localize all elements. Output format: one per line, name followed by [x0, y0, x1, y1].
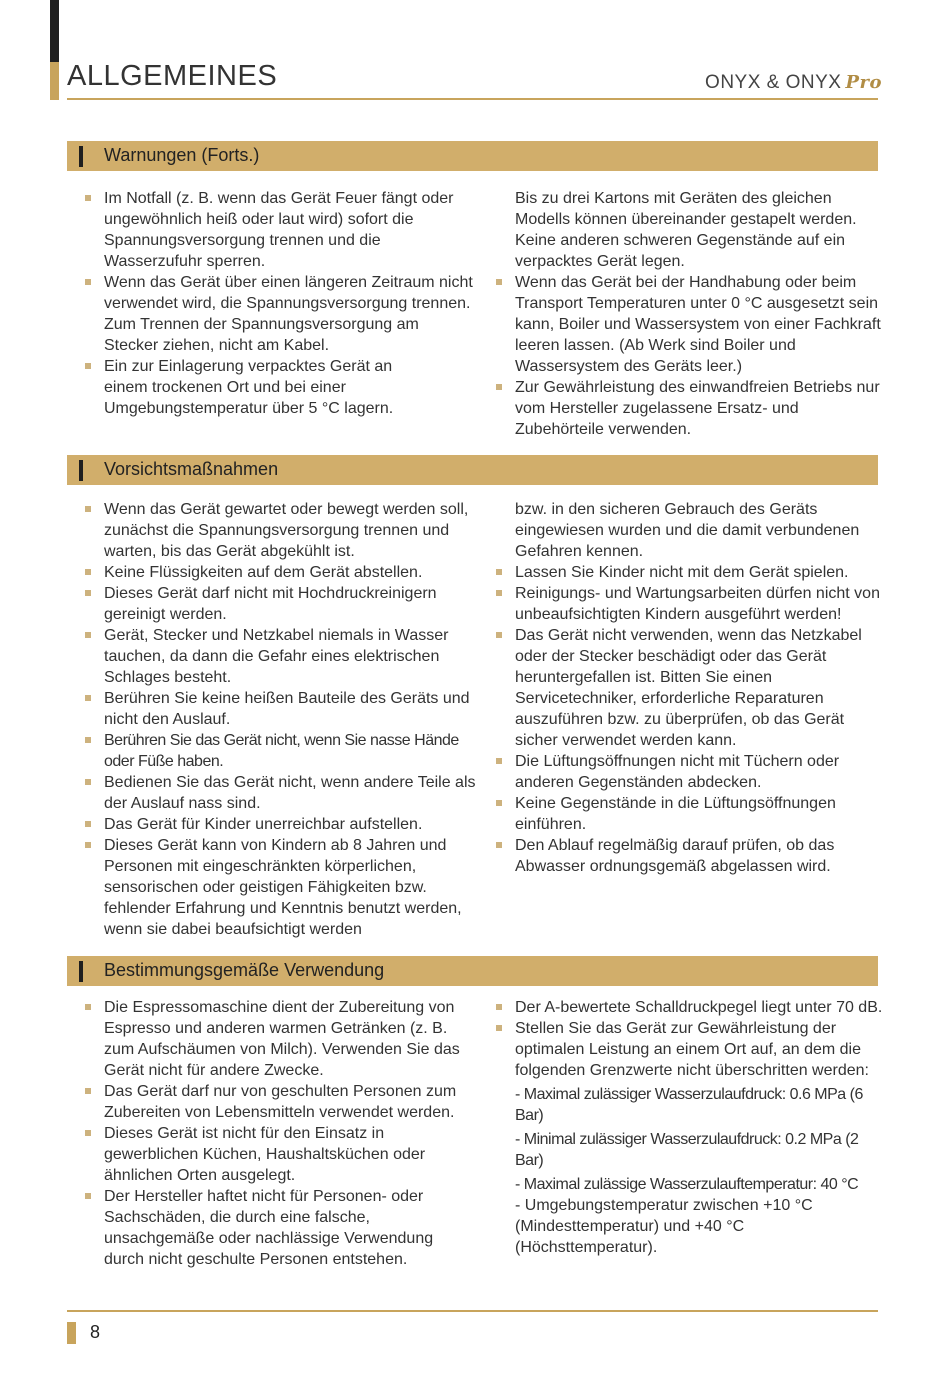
list-item: Zur Gewährleistung des einwandfreien Betriebs nur vom Hersteller zugelassene Ersatz- und Zubehörteile verwenden. — [478, 377, 888, 440]
list-item: Keine Gegenstände in die Lüftungsöffnungen einführen. — [478, 793, 888, 835]
limit-item: - Minimal zulässiger Wasserzulaufdruck: 0.2 MPa (2 Bar) — [515, 1131, 859, 1169]
limit-item: - Umgebungstemperatur zwischen +10 °C (Mindesttemperatur) und +40 °C (Höchsttemperatur). — [515, 1197, 813, 1256]
verwendung-right-column — [478, 997, 888, 1258]
list-item: Wenn das Gerät bei der Handhabung oder beim Transport Temperaturen unter 0 °C ausgesetzt sein kann, Boiler und Wassersystem von einer Fachkraft leeren lassen. (Ab Werk sind Boiler und Wassersystem des Geräts leer.) — [478, 272, 888, 377]
list-item: Gerät, Stecker und Netzkabel niemals in Wasser tauchen, da dann die Gefahr eines elektrischen Schlages besteht. — [67, 625, 477, 688]
list-item: Keine Flüssigkeiten auf dem Gerät abstellen. — [67, 562, 477, 583]
warnungen-left-column — [67, 188, 477, 419]
limit-item: - Maximal zulässige Wasserzulauftemperatur: 40 °C — [515, 1176, 859, 1193]
list-item: Wenn das Gerät gewartet oder bewegt werden soll, zunächst die Spannungsversorgung trennen und warten, bis das Gerät abgekühlt ist. — [67, 499, 477, 562]
section-header-bestimmungsgemaesse-verwendung — [67, 956, 878, 986]
section-header-vorsichtsmassnahmen — [67, 455, 878, 485]
header-divider — [67, 98, 878, 100]
footer-gold-marker — [67, 1322, 76, 1344]
list-item-continuation: bzw. in den sicheren Gebrauch des Geräts eingewiesen wurden und die damit verbundenen Gefahren kennen. — [515, 501, 860, 560]
list-item: Wenn das Gerät über einen längeren Zeitraum nicht verwendet wird, die Spannungsversorgung trennen. Zum Trennen der Spannungsversorgung am Stecker ziehen, nicht am Kabel. — [67, 272, 477, 356]
vorsicht-left-column — [67, 499, 477, 940]
page-title: ALLGEMEINES — [67, 60, 278, 92]
section-marker — [79, 961, 83, 982]
warnungen-right-column — [478, 188, 888, 440]
list-item: Das Gerät darf nur von geschulten Personen zum Zubereiten von Lebensmitteln verwendet werden. — [67, 1081, 477, 1123]
list-item: Die Lüftungsöffnungen nicht mit Tüchern oder anderen Gegenständen abdecken. — [478, 751, 888, 793]
page-number: 8 — [90, 1322, 101, 1342]
section-title: Bestimmungsgemäße Verwendung — [104, 960, 385, 980]
list-item: Berühren Sie das Gerät nicht, wenn Sie nasse Hände oder Füße haben. — [67, 730, 477, 772]
brand-name: ONYX & ONYX — [705, 72, 842, 93]
list-item: Reinigungs- und Wartungsarbeiten dürfen nicht von unbeaufsichtigten Kindern ausgeführt werden! — [478, 583, 888, 625]
vorsicht-right-column — [478, 499, 888, 877]
list-item: Die Espressomaschine dient der Zubereitung von Espresso und anderen warmen Getränken (z. B. zum Aufschäumen von Milch). Verwenden Sie das Gerät nicht für andere Zwecke. — [67, 997, 477, 1081]
list-item: Ein zur Einlagerung verpacktes Gerät an einem trockenen Ort und bei einer Umgebungstemperatur über 5 °C lagern. — [67, 356, 477, 419]
list-item: Das Gerät für Kinder unerreichbar aufstellen. — [67, 814, 477, 835]
footer-divider — [67, 1310, 878, 1312]
list-item: Das Gerät nicht verwenden, wenn das Netzkabel oder der Stecker beschädigt oder das Gerät heruntergefallen ist. Bitten Sie einen Servicetechniker, erforderliche Reparaturen auszuführen bzw. zu überprüfen, ob das Gerät sicher verwendet werden kann. — [478, 625, 888, 751]
section-header-warnungen — [67, 141, 878, 171]
section-marker — [79, 146, 83, 167]
list-item: Dieses Gerät kann von Kindern ab 8 Jahren und Personen mit eingeschränkten körperlichen, sensorischen oder geistigen Fähigkeiten bzw. fehlender Erfahrung und Kenntnis benutzt werden, wenn sie dabei beaufsichtigt werden — [67, 835, 477, 940]
list-item: Im Notfall (z. B. wenn das Gerät Feuer fängt oder ungewöhnlich heiß oder laut wird) sofort die Spannungsversorgung trennen und die Wasserzufuhr sperren. — [67, 188, 477, 272]
brand-logo — [705, 72, 882, 94]
section-title: Warnungen (Forts.) — [104, 145, 260, 165]
brand-pro-logo: Pro — [845, 72, 882, 93]
verwendung-left-column — [67, 997, 477, 1270]
list-item: Dieses Gerät darf nicht mit Hochdruckreinigern gereinigt werden. — [67, 583, 477, 625]
list-item: Der A-bewertete Schalldruckpegel liegt unter 70 dB. — [478, 997, 888, 1018]
list-item: Bedienen Sie das Gerät nicht, wenn andere Teile als der Auslauf nass sind. — [67, 772, 477, 814]
header-gold-accent — [50, 62, 59, 100]
list-item: Dieses Gerät ist nicht für den Einsatz in gewerblichen Küchen, Haushaltsküchen oder ähnlichen Orten ausgelegt. — [67, 1123, 477, 1186]
list-item: Berühren Sie keine heißen Bauteile des Geräts und nicht den Auslauf. — [67, 688, 477, 730]
section-title: Vorsichtsmaßnahmen — [104, 459, 279, 479]
list-item-continuation: Bis zu drei Kartons mit Geräten des gleichen Modells können übereinander gestapelt werden. Keine anderen schweren Gegenstände auf ein verpacktes Gerät legen. — [515, 190, 857, 270]
section-marker — [79, 460, 83, 481]
list-item: Den Ablauf regelmäßig darauf prüfen, ob das Abwasser ordnungsgemäß abgelassen wird. — [478, 835, 888, 877]
list-item: Der Hersteller haftet nicht für Personen- oder Sachschäden, die durch eine falsche, unsachgemäße oder nachlässige Verwendung durch nicht geschulte Personen entstehen. — [67, 1186, 477, 1270]
limit-item: - Maximal zulässiger Wasserzulaufdruck: 0.6 MPa (6 Bar) — [515, 1086, 863, 1124]
list-item: Stellen Sie das Gerät zur Gewährleistung der optimalen Leistung an einem Ort auf, an dem die folgenden Grenzwerte nicht überschritten werden: — [478, 1018, 888, 1081]
list-item: Lassen Sie Kinder nicht mit dem Gerät spielen. — [478, 562, 888, 583]
